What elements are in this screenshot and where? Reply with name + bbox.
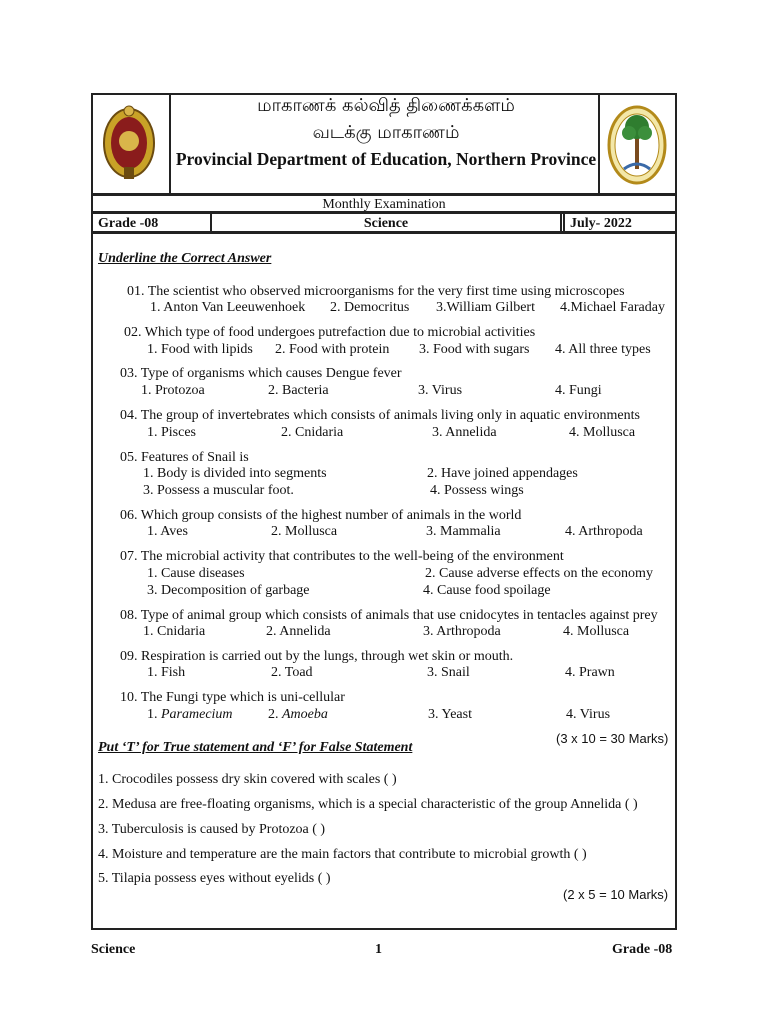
q02-option-3: 3. Food with sugars <box>419 342 530 357</box>
q07-option-2: 2. Cause adverse effects on the economy <box>425 566 653 581</box>
question-02: 02. Which type of food undergoes putrefaction due to microbial activities <box>124 325 536 340</box>
question-01: 01. The scientist who observed microorganisms for the very first time using microscopes <box>127 284 625 299</box>
q03-option-2: 2. Bacteria <box>268 383 329 398</box>
q04-option-2: 2. Cnidaria <box>281 425 344 440</box>
exam-title: Monthly Examination <box>91 194 677 213</box>
tree-logo-icon <box>600 95 675 193</box>
q02-option-1: 1. Food with lipids <box>147 342 253 357</box>
paramecium-text: Paramecium <box>161 707 233 722</box>
q06-option-1: 1. Aves <box>147 524 188 539</box>
amoeba-text: Amoeba <box>282 707 328 722</box>
header-box <box>91 93 677 195</box>
q09-option-1: 1. Fish <box>147 665 186 680</box>
question-04: 04. The group of invertebrates which consists of animals living only in aquatic environments <box>120 408 640 423</box>
question-08: 08. Type of animal group which consists of animals that use cnidocytes in tentacles against prey <box>120 608 658 623</box>
info-row <box>91 212 677 233</box>
footer-grade: Grade -08 <box>612 942 673 957</box>
q10-option-1: 1. Paramecium <box>147 707 233 722</box>
q07-option-4: 4. Cause food spoilage <box>423 583 551 598</box>
question-06: 06. Which group consists of the highest number of animals in the world <box>120 508 522 523</box>
q10-option-4: 4. Virus <box>566 707 611 722</box>
question-03: 03. Type of organisms which causes Dengue fever <box>120 366 402 381</box>
statement-5: 5. Tilapia possess eyes without eyelids ( ) <box>98 871 331 886</box>
q05-option-3: 3. Possess a muscular foot. <box>143 483 294 498</box>
q09-option-4: 4. Prawn <box>565 665 615 680</box>
page-number: 1 <box>375 942 382 957</box>
q03-option-1: 1. Protozoa <box>141 383 205 398</box>
provincial-logo <box>598 95 675 193</box>
statement-1: 1. Crocodiles possess dry skin covered with scales ( ) <box>98 772 397 787</box>
section2-marks: (2 x 5 = 10 Marks) <box>563 887 669 902</box>
question-09: 09. Respiration is carried out by the lungs, through wet skin or mouth. <box>120 649 514 664</box>
tamil-title-line1: மாகாணக் கல்வித் திணைக்களம் <box>257 95 515 116</box>
section1-marks: (3 x 10 = 30 Marks) <box>556 731 669 746</box>
q03-option-4: 4. Fungi <box>555 383 602 398</box>
question-07: 07. The microbial activity that contributes to the well-being of the environment <box>120 549 564 564</box>
date-label: July- 2022 <box>570 216 632 231</box>
q05-option-4: 4. Possess wings <box>430 483 524 498</box>
section2-heading: Put ‘T’ for True statement and ‘F’ for False Statement <box>98 740 413 755</box>
q06-option-3: 3. Mammalia <box>426 524 501 539</box>
q01-option-2: 2. Democritus <box>330 300 410 315</box>
q08-option-3: 3. Arthropoda <box>423 624 501 639</box>
q01-option-3: 3.William Gilbert <box>436 300 535 315</box>
q01-option-4: 4.Michael Faraday <box>560 300 665 315</box>
q04-option-1: 1. Pisces <box>147 425 196 440</box>
subject-label: Science <box>212 214 562 233</box>
question-05: 05. Features of Snail is <box>120 450 249 465</box>
statement-4: 4. Moisture and temperature are the main factors that contribute to microbial growth ( ) <box>98 847 587 862</box>
q08-option-1: 1. Cnidaria <box>143 624 206 639</box>
q07-option-1: 1. Cause diseases <box>147 566 245 581</box>
q04-option-3: 3. Annelida <box>432 425 497 440</box>
department-title: Provincial Department of Education, Northern Province <box>175 149 597 169</box>
q10-option-2: 2. Amoeba <box>268 707 328 722</box>
q03-option-3: 3. Virus <box>418 383 463 398</box>
section1-heading: Underline the Correct Answer <box>98 251 272 266</box>
statement-2: 2. Medusa are free-floating organisms, which is a special characteristic of the group Annelida ( ) <box>98 797 638 812</box>
statement-3: 3. Tuberculosis is caused by Protozoa ( ) <box>98 822 326 837</box>
q01-option-1: 1. Anton Van Leeuwenhoek <box>150 300 306 315</box>
q05-option-2: 2. Have joined appendages <box>427 466 578 481</box>
question-10: 10. The Fungi type which is uni-cellular <box>120 690 345 705</box>
q06-option-4: 4. Arthropoda <box>565 524 643 539</box>
footer-subject: Science <box>91 942 136 957</box>
q08-option-2: 2. Annelida <box>266 624 331 639</box>
q06-option-2: 2. Mollusca <box>271 524 338 539</box>
q02-option-2: 2. Food with protein <box>275 342 390 357</box>
q04-option-4: 4. Mollusca <box>569 425 636 440</box>
q09-option-3: 3. Snail <box>427 665 470 680</box>
q08-option-4: 4. Mollusca <box>563 624 630 639</box>
q07-option-3: 3. Decomposition of garbage <box>147 583 310 598</box>
grade-label: Grade -08 <box>98 216 159 231</box>
q05-option-1: 1. Body is divided into segments <box>143 466 327 481</box>
q10-option-3: 3. Yeast <box>428 707 472 722</box>
tamil-title-line2: வடக்கு மாகாணம் <box>312 122 460 143</box>
q02-option-4: 4. All three types <box>555 342 651 357</box>
q09-option-2: 2. Toad <box>271 665 313 680</box>
